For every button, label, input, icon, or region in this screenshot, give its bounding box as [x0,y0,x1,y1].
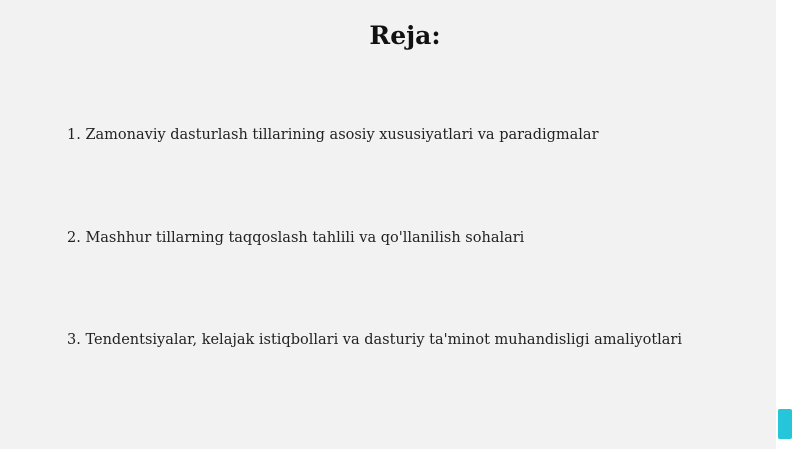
slide-title: Reja: [369,21,441,50]
plan-item-3: 3. Tendentsiyalar, kelajak istiqbollari va dasturiy ta'minot muhandisligi amaliyotlari [67,332,682,348]
plan-item-1: 1. Zamonaviy dasturlash tillarining asosiy xususiyatlari va paradigmalar [67,127,599,143]
scrollbar-thumb[interactable] [778,409,792,439]
plan-item-2: 2. Mashhur tillarning taqqoslash tahlili va qo'llanilish sohalari [67,230,525,246]
scrollbar-track[interactable] [776,0,800,449]
